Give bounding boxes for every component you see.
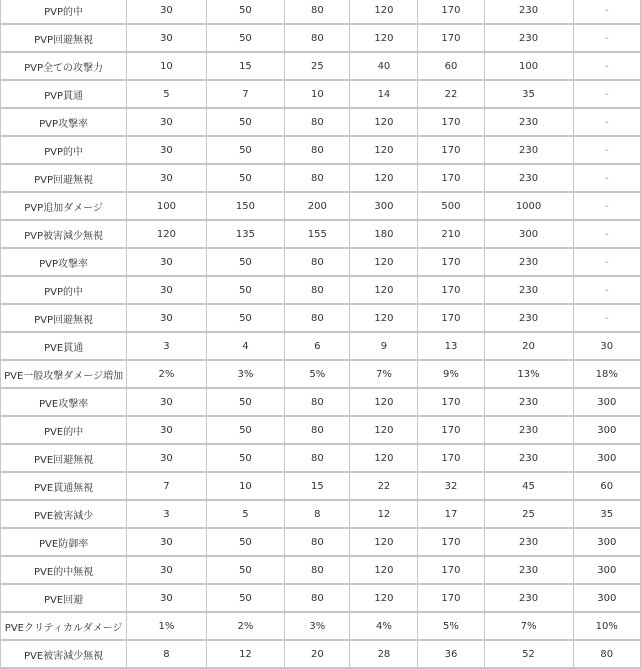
stat-value-cell: 15 <box>206 52 285 80</box>
table-row <box>1 136 641 164</box>
stat-value-cell: 120 <box>350 164 418 192</box>
stat-value-cell: 80 <box>285 416 350 444</box>
table-row <box>1 164 641 192</box>
stat-value-cell: 7 <box>206 80 285 108</box>
stat-value-cell: 80 <box>285 584 350 612</box>
stat-value-cell: 4 <box>206 332 285 360</box>
stat-value-cell: 80 <box>285 304 350 332</box>
stat-value-cell: 9% <box>418 360 484 388</box>
stat-value-cell: 170 <box>418 24 484 52</box>
stat-value-cell: 50 <box>206 164 285 192</box>
table-row <box>1 80 641 108</box>
table-row <box>1 500 641 528</box>
stat-value-cell: 1000 <box>484 192 573 220</box>
stat-value-cell: 135 <box>206 220 285 248</box>
table-row <box>1 472 641 500</box>
stat-value-cell: 300 <box>573 556 640 584</box>
stat-name-cell: PVP回避無視 <box>1 24 127 52</box>
stat-value-cell: 14 <box>350 80 418 108</box>
stat-value-cell: 300 <box>573 584 640 612</box>
stat-value-cell: 80 <box>285 108 350 136</box>
stat-value-cell: 80 <box>285 0 350 24</box>
stat-value-cell: 230 <box>484 388 573 416</box>
stat-value-cell: 120 <box>350 24 418 52</box>
stat-value-cell: 120 <box>350 0 418 24</box>
stat-value-cell: - <box>573 0 640 24</box>
stat-value-cell: 50 <box>206 444 285 472</box>
table-row <box>1 332 641 360</box>
stat-value-cell: 230 <box>484 108 573 136</box>
stat-name-cell: PVE的中 <box>1 416 127 444</box>
stat-value-cell: - <box>573 52 640 80</box>
stat-value-cell: 120 <box>350 528 418 556</box>
table-row <box>1 584 641 612</box>
stat-value-cell: 230 <box>484 276 573 304</box>
stat-value-cell: 170 <box>418 276 484 304</box>
stat-value-cell: 5 <box>127 80 206 108</box>
stat-value-cell: 7% <box>350 360 418 388</box>
stat-value-cell: 7 <box>127 472 206 500</box>
stat-value-cell: 230 <box>484 584 573 612</box>
stat-value-cell: 30 <box>127 584 206 612</box>
stat-value-cell: 13 <box>418 332 484 360</box>
stat-name-cell: PVP攻撃率 <box>1 248 127 276</box>
stat-value-cell: 30 <box>127 304 206 332</box>
stat-value-cell: 30 <box>573 332 640 360</box>
stat-value-cell: 32 <box>418 472 484 500</box>
stat-value-cell: 230 <box>484 416 573 444</box>
stat-value-cell: 200 <box>285 192 350 220</box>
stat-value-cell: 170 <box>418 108 484 136</box>
stat-value-cell: 300 <box>573 388 640 416</box>
stat-name-cell: PVE貫通 <box>1 332 127 360</box>
stat-value-cell: 120 <box>350 388 418 416</box>
stat-value-cell: 230 <box>484 0 573 24</box>
stat-value-cell: 18% <box>573 360 640 388</box>
stat-value-cell: 30 <box>127 276 206 304</box>
stat-name-cell: PVP被害減少無視 <box>1 220 127 248</box>
stat-value-cell: - <box>573 220 640 248</box>
stat-value-cell: 230 <box>484 304 573 332</box>
stat-value-cell: 13% <box>484 360 573 388</box>
stat-value-cell: 1% <box>127 612 206 640</box>
stat-value-cell: 52 <box>484 640 573 668</box>
table-row <box>1 24 641 52</box>
stat-value-cell: 230 <box>484 556 573 584</box>
stat-value-cell: 9 <box>350 332 418 360</box>
stat-value-cell: 80 <box>573 640 640 668</box>
stat-name-cell: PVP的中 <box>1 276 127 304</box>
stat-name-cell: PVP貫通 <box>1 80 127 108</box>
stat-value-cell: 30 <box>127 388 206 416</box>
table-row <box>1 416 641 444</box>
stat-value-cell: 12 <box>350 500 418 528</box>
stat-value-cell: 80 <box>285 24 350 52</box>
stat-value-cell: 230 <box>484 528 573 556</box>
stat-value-cell: 230 <box>484 24 573 52</box>
table-row <box>1 360 641 388</box>
stat-value-cell: 120 <box>127 220 206 248</box>
stat-value-cell: 50 <box>206 248 285 276</box>
stat-value-cell: 50 <box>206 416 285 444</box>
stat-value-cell: 230 <box>484 164 573 192</box>
stat-value-cell: - <box>573 304 640 332</box>
stat-name-cell: PVE貫通無視 <box>1 472 127 500</box>
stat-value-cell: 20 <box>484 332 573 360</box>
stat-value-cell: 30 <box>127 416 206 444</box>
stat-value-cell: 5% <box>418 612 484 640</box>
stat-value-cell: 17 <box>418 500 484 528</box>
stat-value-cell: 50 <box>206 304 285 332</box>
stats-table-body <box>1 0 641 668</box>
stat-value-cell: 120 <box>350 304 418 332</box>
stat-name-cell: PVE被害減少無視 <box>1 640 127 668</box>
stat-value-cell: 180 <box>350 220 418 248</box>
stat-value-cell: - <box>573 80 640 108</box>
table-row <box>1 388 641 416</box>
table-row <box>1 0 641 24</box>
stat-value-cell: 300 <box>573 528 640 556</box>
stat-value-cell: 60 <box>573 472 640 500</box>
stat-value-cell: 120 <box>350 248 418 276</box>
stat-value-cell: 170 <box>418 528 484 556</box>
table-row <box>1 528 641 556</box>
stat-value-cell: 300 <box>350 192 418 220</box>
stat-value-cell: 50 <box>206 136 285 164</box>
stat-value-cell: 500 <box>418 192 484 220</box>
stat-name-cell: PVP回避無視 <box>1 164 127 192</box>
stat-value-cell: 80 <box>285 164 350 192</box>
stat-value-cell: 170 <box>418 164 484 192</box>
stat-value-cell: 300 <box>484 220 573 248</box>
stat-value-cell: 5% <box>285 360 350 388</box>
stat-value-cell: 35 <box>484 80 573 108</box>
stat-value-cell: 50 <box>206 108 285 136</box>
stat-value-cell: 36 <box>418 640 484 668</box>
stat-name-cell: PVP的中 <box>1 0 127 24</box>
stat-value-cell: 170 <box>418 136 484 164</box>
stat-value-cell: 2% <box>206 612 285 640</box>
stat-value-cell: 80 <box>285 556 350 584</box>
stat-value-cell: 50 <box>206 388 285 416</box>
stat-value-cell: 15 <box>285 472 350 500</box>
stat-value-cell: 5 <box>206 500 285 528</box>
stat-value-cell: 30 <box>127 556 206 584</box>
stat-value-cell: 30 <box>127 136 206 164</box>
stat-value-cell: 80 <box>285 388 350 416</box>
stat-value-cell: 300 <box>573 416 640 444</box>
stat-value-cell: - <box>573 108 640 136</box>
stat-value-cell: 230 <box>484 444 573 472</box>
stat-value-cell: 8 <box>127 640 206 668</box>
stat-value-cell: 170 <box>418 388 484 416</box>
stat-name-cell: PVP攻撃率 <box>1 108 127 136</box>
table-row <box>1 640 641 668</box>
stat-value-cell: 20 <box>285 640 350 668</box>
stat-value-cell: 6 <box>285 332 350 360</box>
stat-value-cell: 170 <box>418 248 484 276</box>
stat-value-cell: - <box>573 136 640 164</box>
stat-name-cell: PVE被害減少 <box>1 500 127 528</box>
stat-value-cell: 120 <box>350 584 418 612</box>
table-row <box>1 304 641 332</box>
stat-value-cell: 170 <box>418 416 484 444</box>
stat-value-cell: 50 <box>206 584 285 612</box>
stat-value-cell: - <box>573 192 640 220</box>
stat-value-cell: 50 <box>206 24 285 52</box>
stat-value-cell: 80 <box>285 276 350 304</box>
stat-value-cell: 120 <box>350 136 418 164</box>
stat-value-cell: 50 <box>206 276 285 304</box>
table-row <box>1 108 641 136</box>
stat-value-cell: 22 <box>418 80 484 108</box>
stat-value-cell: 10 <box>127 52 206 80</box>
stat-value-cell: 10 <box>285 80 350 108</box>
stat-value-cell: 25 <box>285 52 350 80</box>
stat-value-cell: 80 <box>285 444 350 472</box>
stat-name-cell: PVE的中無視 <box>1 556 127 584</box>
stat-value-cell: 35 <box>573 500 640 528</box>
stat-value-cell: 30 <box>127 24 206 52</box>
stat-value-cell: 28 <box>350 640 418 668</box>
stat-name-cell: PVE防御率 <box>1 528 127 556</box>
stat-value-cell: 8 <box>285 500 350 528</box>
stat-value-cell: 170 <box>418 444 484 472</box>
stat-value-cell: 170 <box>418 556 484 584</box>
table-row <box>1 220 641 248</box>
stat-value-cell: 170 <box>418 304 484 332</box>
table-row <box>1 52 641 80</box>
stat-value-cell: - <box>573 276 640 304</box>
table-row <box>1 276 641 304</box>
stat-value-cell: 30 <box>127 108 206 136</box>
stat-value-cell: - <box>573 24 640 52</box>
stat-value-cell: 30 <box>127 528 206 556</box>
stat-value-cell: 170 <box>418 584 484 612</box>
stat-value-cell: 150 <box>206 192 285 220</box>
stat-value-cell: 80 <box>285 136 350 164</box>
table-row <box>1 612 641 640</box>
stat-value-cell: 230 <box>484 248 573 276</box>
stat-value-cell: 155 <box>285 220 350 248</box>
stat-value-cell: 50 <box>206 0 285 24</box>
stat-value-cell: 10% <box>573 612 640 640</box>
stat-value-cell: 120 <box>350 108 418 136</box>
stat-name-cell: PVE回避 <box>1 584 127 612</box>
stat-value-cell: 30 <box>127 0 206 24</box>
stat-value-cell: 7% <box>484 612 573 640</box>
stat-value-cell: 80 <box>285 528 350 556</box>
stat-value-cell: 45 <box>484 472 573 500</box>
stat-value-cell: 120 <box>350 444 418 472</box>
stat-name-cell: PVP的中 <box>1 136 127 164</box>
stat-value-cell: - <box>573 164 640 192</box>
table-row <box>1 192 641 220</box>
stat-value-cell: 120 <box>350 416 418 444</box>
stat-value-cell: 100 <box>127 192 206 220</box>
stat-value-cell: 50 <box>206 528 285 556</box>
stat-value-cell: 3% <box>206 360 285 388</box>
stat-value-cell: 12 <box>206 640 285 668</box>
stat-value-cell: 30 <box>127 248 206 276</box>
stat-value-cell: 120 <box>350 556 418 584</box>
stat-value-cell: 230 <box>484 136 573 164</box>
stat-value-cell: 170 <box>418 0 484 24</box>
stat-value-cell: 30 <box>127 164 206 192</box>
stat-value-cell: 25 <box>484 500 573 528</box>
stat-name-cell: PVP追加ダメージ <box>1 192 127 220</box>
stat-value-cell: 80 <box>285 248 350 276</box>
stat-value-cell: 10 <box>206 472 285 500</box>
stat-name-cell: PVE一般攻撃ダメージ増加 <box>1 360 127 388</box>
stat-value-cell: 40 <box>350 52 418 80</box>
stat-name-cell: PVE回避無視 <box>1 444 127 472</box>
stat-value-cell: 2% <box>127 360 206 388</box>
stat-value-cell: 50 <box>206 556 285 584</box>
stat-value-cell: 210 <box>418 220 484 248</box>
stat-value-cell: 4% <box>350 612 418 640</box>
stat-value-cell: 300 <box>573 444 640 472</box>
stat-name-cell: PVP全ての攻撃力 <box>1 52 127 80</box>
stat-value-cell: 30 <box>127 444 206 472</box>
stat-value-cell: 22 <box>350 472 418 500</box>
table-row <box>1 248 641 276</box>
stat-name-cell: PVP回避無視 <box>1 304 127 332</box>
stat-value-cell: 120 <box>350 276 418 304</box>
stat-name-cell: PVE攻撃率 <box>1 388 127 416</box>
stat-value-cell: 60 <box>418 52 484 80</box>
stat-value-cell: 3 <box>127 500 206 528</box>
table-row <box>1 444 641 472</box>
stat-value-cell: 3% <box>285 612 350 640</box>
table-row <box>1 556 641 584</box>
stat-value-cell: 100 <box>484 52 573 80</box>
stat-value-cell: - <box>573 248 640 276</box>
stat-value-cell: 3 <box>127 332 206 360</box>
stat-name-cell: PVEクリティカルダメージ <box>1 612 127 640</box>
